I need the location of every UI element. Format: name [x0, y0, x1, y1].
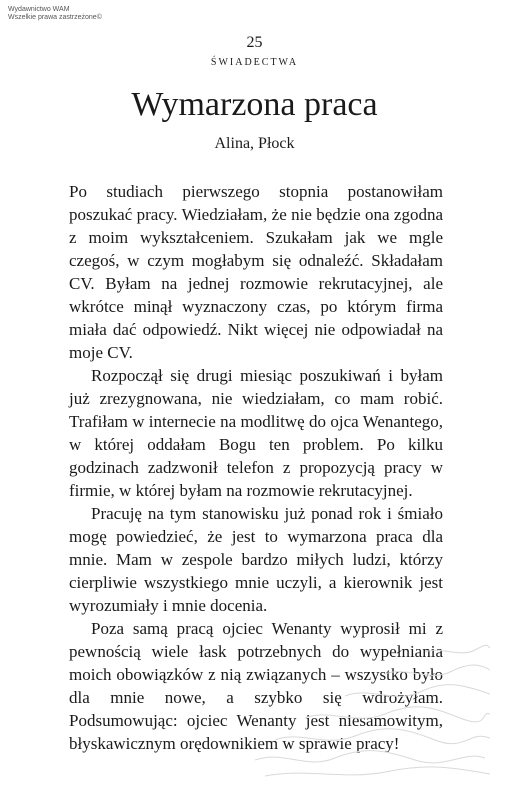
publisher-notice [8, 6, 102, 22]
paragraph-1: Po studiach pierwszego stopnia postanowiłam poszukać pracy. Wiedziałam, że nie będzie ona zgodna z moim wykształceniem. Szukałam jak we mgle czegoś, w czym mogłabym się odnaleźć. Składałam CV. Byłam na jednej rozmowie rekrutacyjnej, ale wkrótce minął wyznaczony czas, po którym firma miała dać odpowiedź. Nikt więcej nie odpowiadał na moje CV. [69, 182, 443, 362]
page-number: 25 [246, 34, 263, 51]
paragraph-2: Rozpoczął się drugi miesiąc poszukiwań i byłam już zrezygnowana, nie wiedziałam, co mam robić. Trafiłam w internecie na modlitwę do ojca Wenantego, w której oddałam Bogu ten problem. Po kilku godzinach zadzwonił telefon z propozycją pracy w firmie, w której byłam na rozmowie rekrutacyjnej. [69, 366, 443, 500]
handwriting-texture-graphic [245, 600, 490, 780]
section-label: ŚWIADECTWA [210, 57, 299, 68]
paragraph-3: Pracuję na tym stanowisku już ponad rok i śmiało mogę powiedzieć, że jest to wymarzona praca dla mnie. Mam w zespole bardzo miłych ludzi, którzy cierpliwie wszystkiego mnie uczyli, a kierownik jest wyrozumiały i mnie docenia. [69, 504, 443, 615]
publisher-name: Wydawnictwo WAM [8, 6, 70, 13]
article-title: Wymarzona praca [131, 86, 378, 123]
copyright-notice: Wszelkie prawa zastrzeżone© [8, 14, 102, 21]
article-author: Alina, Płock [214, 135, 295, 152]
handwriting-texture-background [245, 600, 490, 780]
paragraph-4: Poza samą pracą ojciec Wenanty wyprosił mi z pewnością wiele łask potrzebnych do wypełniania moich obowiązków z nią związanych – wszystko było dla mnie nowe, a szybko się wdrożyłam. Podsumowując: ojciec Wenanty jest niesamowitym, błyskawicznym orędownikiem w sprawie pracy! [69, 619, 443, 753]
